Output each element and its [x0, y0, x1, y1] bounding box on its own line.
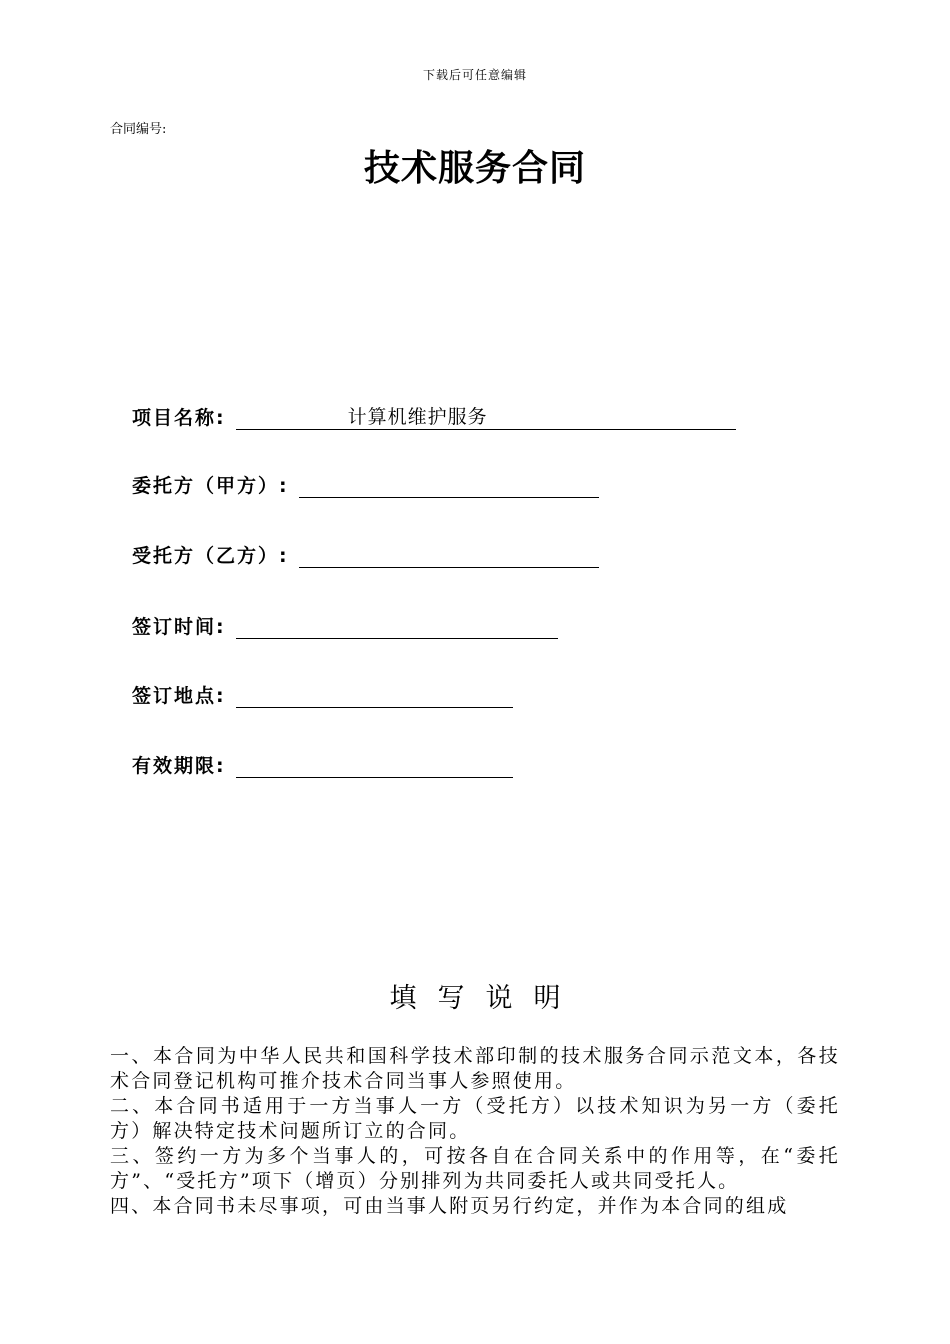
instruction-item-4: 四、本合同书未尽事项，可由当事人附页另行约定，并作为本合同的组成: [110, 1195, 789, 1217]
client-field[interactable]: [299, 475, 599, 498]
instruction-item-1: 一、本合同为中华人民共和国科学技术部印制的技术服务合同示范文本，各技术合同登记机构可推介技术合同当事人参照使用。: [110, 1045, 840, 1092]
contractor-label: 受托方（乙方）:: [132, 545, 289, 567]
sign-place-label: 签订地点:: [132, 685, 226, 707]
contractor-field[interactable]: [299, 545, 599, 568]
field-client: [132, 470, 599, 498]
project-name-field[interactable]: [236, 407, 736, 430]
field-sign-date: [132, 611, 558, 639]
instruction-item-3: 三、签约一方为多个当事人的，可按各自在合同关系中的作用等，在“委托方”、“受托方”项下（增页）分别排列为共同委托人或共同受托人。: [110, 1145, 840, 1192]
contract-number-label: 合同编号:: [110, 122, 167, 137]
project-name-value: 计算机维护服务: [347, 406, 488, 428]
instruction-item-2: 二、本合同书适用于一方当事人一方（受托方）以技术知识为另一方（委托方）解决特定技术问题所订立的合同。: [110, 1095, 840, 1142]
page-header-note: 下载后可任意编辑: [422, 68, 527, 82]
instructions-list: [110, 1044, 840, 1219]
field-contractor: [132, 540, 599, 568]
field-validity: [132, 750, 513, 778]
client-label: 委托方（甲方）:: [132, 475, 289, 497]
project-name-label: 项目名称:: [132, 407, 226, 429]
field-sign-place: [132, 680, 513, 708]
sign-date-label: 签订时间:: [132, 616, 226, 638]
field-project-name: [132, 402, 736, 430]
sign-date-field[interactable]: [236, 616, 558, 639]
page-title: 技术服务合同: [363, 148, 586, 189]
validity-field[interactable]: [236, 755, 513, 778]
validity-label: 有效期限:: [132, 755, 226, 777]
sign-place-field[interactable]: [236, 685, 513, 708]
instructions-heading: 填写说明: [389, 983, 582, 1014]
